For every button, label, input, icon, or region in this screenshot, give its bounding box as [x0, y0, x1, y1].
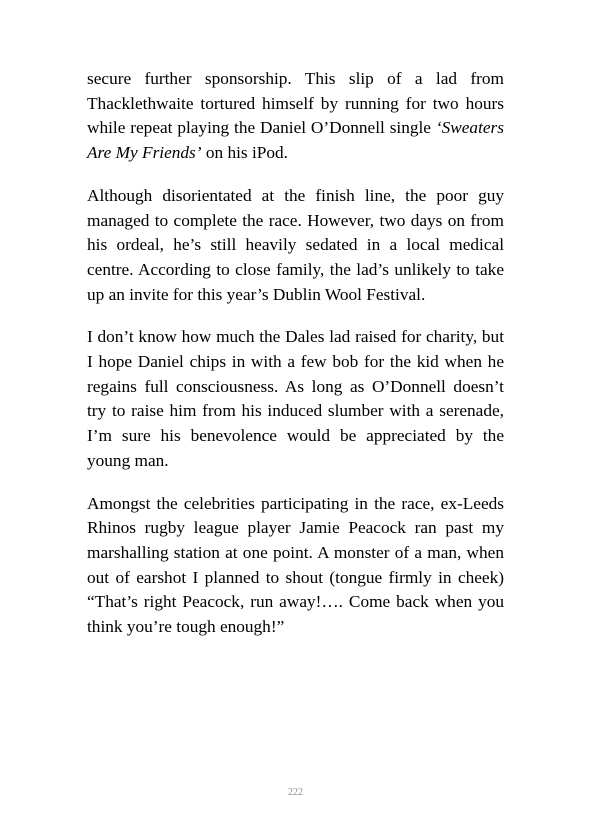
- paragraph-celebrities: Amongst the celebrities participating in the race, ex-Leeds Rhinos rugby league player Jamie Peacock ran past my marshalling station at one point. A monster of a man, when out of earshot I planned to shout (tongue firmly in cheek) “That’s right Peacock, run away!…. Come back when you think you’re tough enough!”: [87, 493, 504, 637]
- page-body: [87, 67, 504, 658]
- paragraph-finish-line: Although disorientated at the finish line, the poor guy managed to complete the race. However, two days on from his ordeal, he’s still heavily sedated in a local medical centre. According to close family, the lad’s unlikely to take up an invite for this year’s Dublin Wool Festival.: [87, 185, 504, 304]
- page-number: 222: [288, 787, 303, 798]
- paragraph-sponsorship-end: on his iPod.: [201, 143, 288, 163]
- song-title: ‘Sweaters Are My Friends’: [87, 118, 504, 163]
- paragraph-sponsorship-text: secure further sponsorship. This slip of a lad from Thacklethwaite tortured himself by running for two hours while repeat playing the Daniel O’Donnell single: [87, 69, 504, 138]
- paragraph-sponsorship: [87, 67, 504, 166]
- paragraph-charity: I don’t know how much the Dales lad raised for charity, but I hope Daniel chips in with a few bob for the kid when he regains full consciousness. As long as O’Donnell doesn’t try to raise him from his induced slumber with a serenade, I’m sure his benevolence would be appreciated by the young man.: [87, 327, 504, 470]
